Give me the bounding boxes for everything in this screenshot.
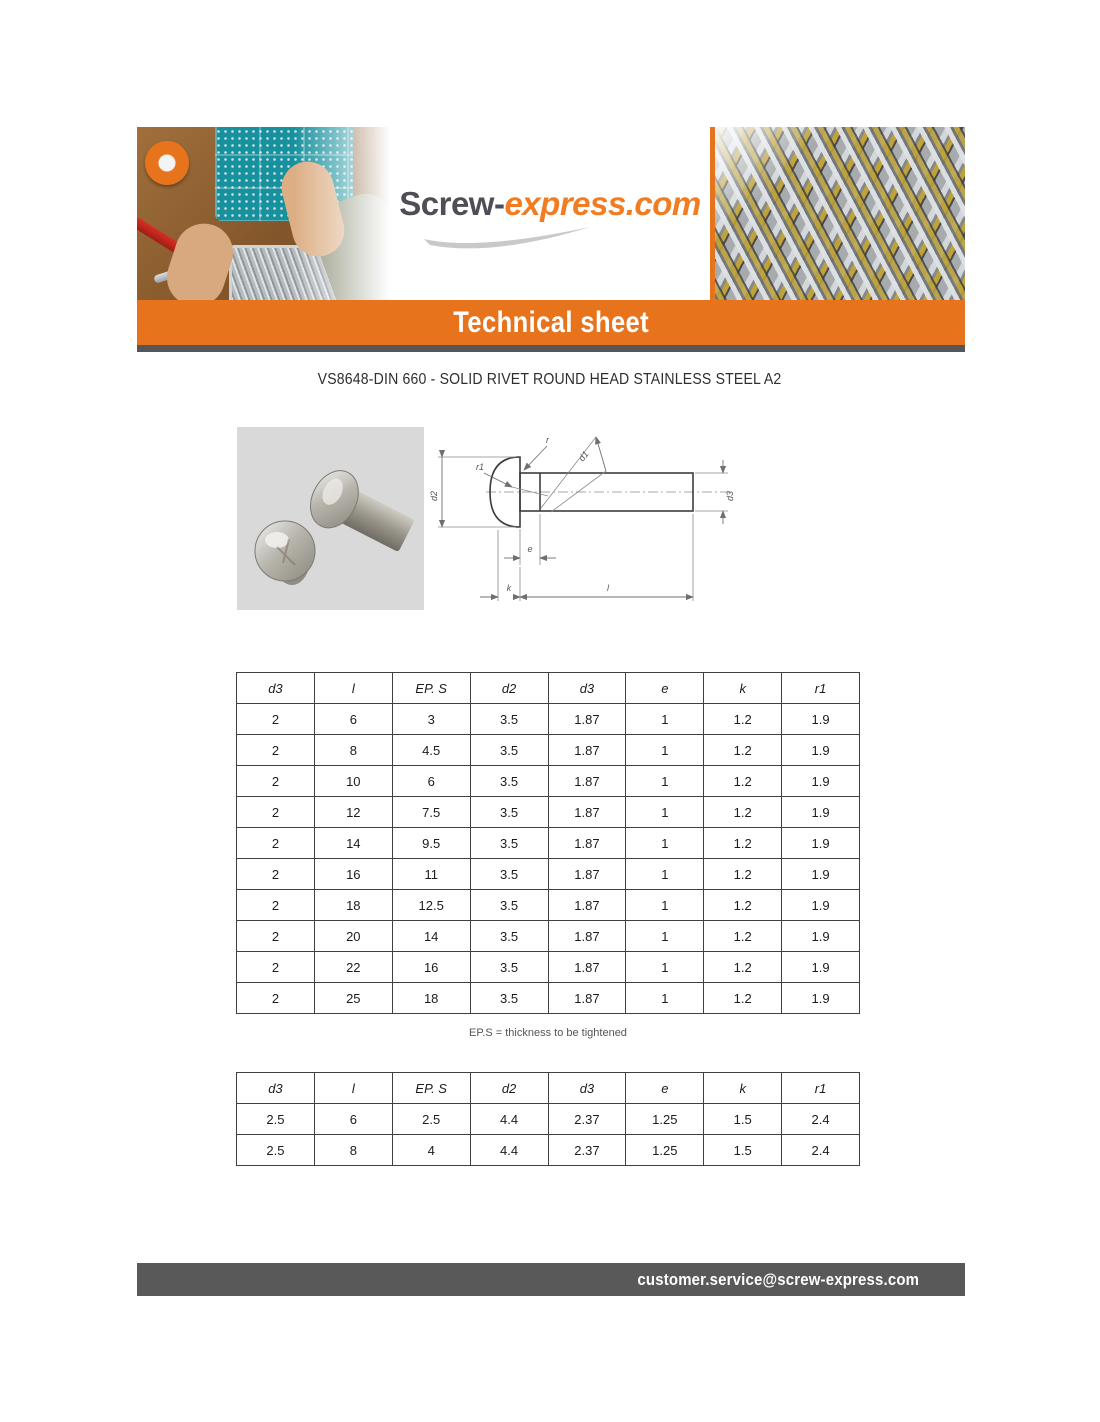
table-cell: 3 [392,704,470,735]
header-cell: d2 [470,1073,548,1104]
table-cell: 1.87 [548,766,626,797]
table-cell: 4.5 [392,735,470,766]
table-cell: 11 [392,859,470,890]
table-cell: 3.5 [470,890,548,921]
table-cell: 2.5 [392,1104,470,1135]
table-cell: 1.5 [704,1104,782,1135]
table-cell: 1 [626,828,704,859]
header-cell: r1 [782,673,860,704]
table-cell: 1.25 [626,1135,704,1166]
banner-title: Technical sheet [453,305,649,339]
table-cell: 1 [626,766,704,797]
technical-drawing [428,430,748,610]
table-cell: 2 [237,859,315,890]
table-cell: 2.4 [782,1104,860,1135]
table-row [237,766,860,797]
table-row [237,704,860,735]
table-cell: 1.87 [548,952,626,983]
table-cell: 1.87 [548,983,626,1014]
table-cell: 8 [314,735,392,766]
table-cell: 3.5 [470,735,548,766]
dim-label-r1: r1 [476,462,485,472]
table-cell: 1.9 [782,890,860,921]
header-cell: e [626,673,704,704]
header-cell: l [314,1073,392,1104]
footer-bar [137,1263,965,1296]
table-cell: 1.5 [704,1135,782,1166]
header-cell: EP. S [392,673,470,704]
table-cell: 22 [314,952,392,983]
dim-label-d1: d1 [576,449,591,464]
table-cell: 1.9 [782,704,860,735]
header-cell: r1 [782,1073,860,1104]
table-cell: 6 [314,704,392,735]
dimension-table-d2-5 [236,1072,860,1166]
dim-label-k: k [506,583,512,593]
table-cell: 3.5 [470,797,548,828]
table-cell: 1 [626,983,704,1014]
table-cell: 1.2 [704,704,782,735]
photo-fade-overlay [137,127,390,300]
photo-fade-overlay [710,127,965,300]
header-cell: k [704,1073,782,1104]
table-cell: 14 [392,921,470,952]
table-cell: 1.2 [704,921,782,952]
table-cell: 16 [314,859,392,890]
table-cell: 1 [626,952,704,983]
table-cell: 2.5 [237,1104,315,1135]
table-cell: 4 [392,1135,470,1166]
dim-label-l: l [607,583,609,593]
table-cell: 1.2 [704,952,782,983]
divider-bar [137,345,965,352]
header-cell: d3 [237,1073,315,1104]
table-row [237,828,860,859]
header-photo-screw-pile [710,127,965,300]
table-cell: 2 [237,704,315,735]
header-cell: d3 [548,1073,626,1104]
table-cell: 1.87 [548,921,626,952]
table-cell: 1.87 [548,859,626,890]
header-cell: l [314,673,392,704]
table-row [237,735,860,766]
logo-area [390,127,710,300]
table-cell: 12 [314,797,392,828]
table-cell: 6 [392,766,470,797]
table-cell: 2 [237,952,315,983]
table-cell: 3.5 [470,828,548,859]
header-cell: EP. S [392,1073,470,1104]
table-cell: 3.5 [470,952,548,983]
header-cell: e [626,1073,704,1104]
table-cell: 7.5 [392,797,470,828]
table-cell: 1.9 [782,766,860,797]
table-cell: 1.2 [704,766,782,797]
rivet-head-on [255,521,315,585]
table-cell: 12.5 [392,890,470,921]
rivet-photo-illustration [237,427,424,610]
table-cell: 2 [237,890,315,921]
table-cell: 2 [237,797,315,828]
table-cell: 1.2 [704,828,782,859]
table-cell: 4.4 [470,1104,548,1135]
table-cell: 1 [626,890,704,921]
table-cell: 1 [626,797,704,828]
table-cell: 1.87 [548,704,626,735]
table-cell: 1.25 [626,1104,704,1135]
table-cell: 1.9 [782,952,860,983]
table-cell: 2.5 [237,1135,315,1166]
table-cell: 2 [237,921,315,952]
header-cell: k [704,673,782,704]
table-row [237,952,860,983]
table-cell: 2.4 [782,1135,860,1166]
table-cell: 1.9 [782,797,860,828]
table-row [237,1135,860,1166]
table-cell: 1.87 [548,797,626,828]
page-title: VS8648-DIN 660 - SOLID RIVET ROUND HEAD STAINLESS STEEL A2 [318,371,782,388]
table-cell: 1 [626,704,704,735]
table-cell: 2.37 [548,1104,626,1135]
table-cell: 2 [237,983,315,1014]
table-cell: 1 [626,735,704,766]
logo-swoosh-icon [422,225,592,251]
table-cell: 2 [237,766,315,797]
table-cell: 3.5 [470,983,548,1014]
table-cell: 2.37 [548,1135,626,1166]
table-cell: 3.5 [470,766,548,797]
table-cell: 1.9 [782,921,860,952]
header-cell: d3 [237,673,315,704]
table-cell: 1.2 [704,890,782,921]
brand-logo [390,185,710,223]
table-cell: 2 [237,828,315,859]
dim-label-d2: d2 [429,490,439,502]
table-cell: 1.87 [548,890,626,921]
table-cell: 9.5 [392,828,470,859]
table-cell: 4.4 [470,1135,548,1166]
table-cell: 1.2 [704,797,782,828]
table-cell: 1 [626,921,704,952]
brand-name-gray: Screw- [399,185,505,222]
technical-sheet-banner [137,300,965,345]
table-cell: 1.9 [782,735,860,766]
product-photo-rivets [237,427,424,610]
table-row [237,890,860,921]
orange-edge-strip [710,127,715,300]
table-row [237,797,860,828]
customer-service-email-link[interactable]: customer.service@screw-express.com [637,1269,919,1289]
header-cell: d2 [470,673,548,704]
table-cell: 1.9 [782,983,860,1014]
table-cell: 1 [626,859,704,890]
table-cell: 1.2 [704,983,782,1014]
table-cell: 1.2 [704,859,782,890]
header-photo-workbench [137,127,390,300]
brand-name-orange: express.com [504,185,701,222]
table-cell: 20 [314,921,392,952]
table-cell: 1.9 [782,828,860,859]
dim-label-d3: d3 [725,490,735,502]
table-cell: 16 [392,952,470,983]
dim-label-e: e [527,544,533,554]
table-cell: 2 [237,735,315,766]
dimension-table-d2 [236,672,860,1014]
table-row [237,1104,860,1135]
table-cell: 6 [314,1104,392,1135]
dim-label-r: r [546,435,549,445]
table-cell: 14 [314,828,392,859]
table-cell: 18 [314,890,392,921]
table-header-row [237,673,860,704]
table-header-row [237,1073,860,1104]
table-cell: 25 [314,983,392,1014]
table-footnote: EP.S = thickness to be tightened [469,1027,627,1039]
table-cell: 1.2 [704,735,782,766]
table-cell: 3.5 [470,704,548,735]
table-cell: 8 [314,1135,392,1166]
table-cell: 10 [314,766,392,797]
table-row [237,859,860,890]
table-row [237,983,860,1014]
header-cell: d3 [548,673,626,704]
table-cell: 3.5 [470,921,548,952]
table-row [237,921,860,952]
table-cell: 1.9 [782,859,860,890]
table-cell: 18 [392,983,470,1014]
table-cell: 1.87 [548,828,626,859]
table-cell: 1.87 [548,735,626,766]
table-cell: 3.5 [470,859,548,890]
